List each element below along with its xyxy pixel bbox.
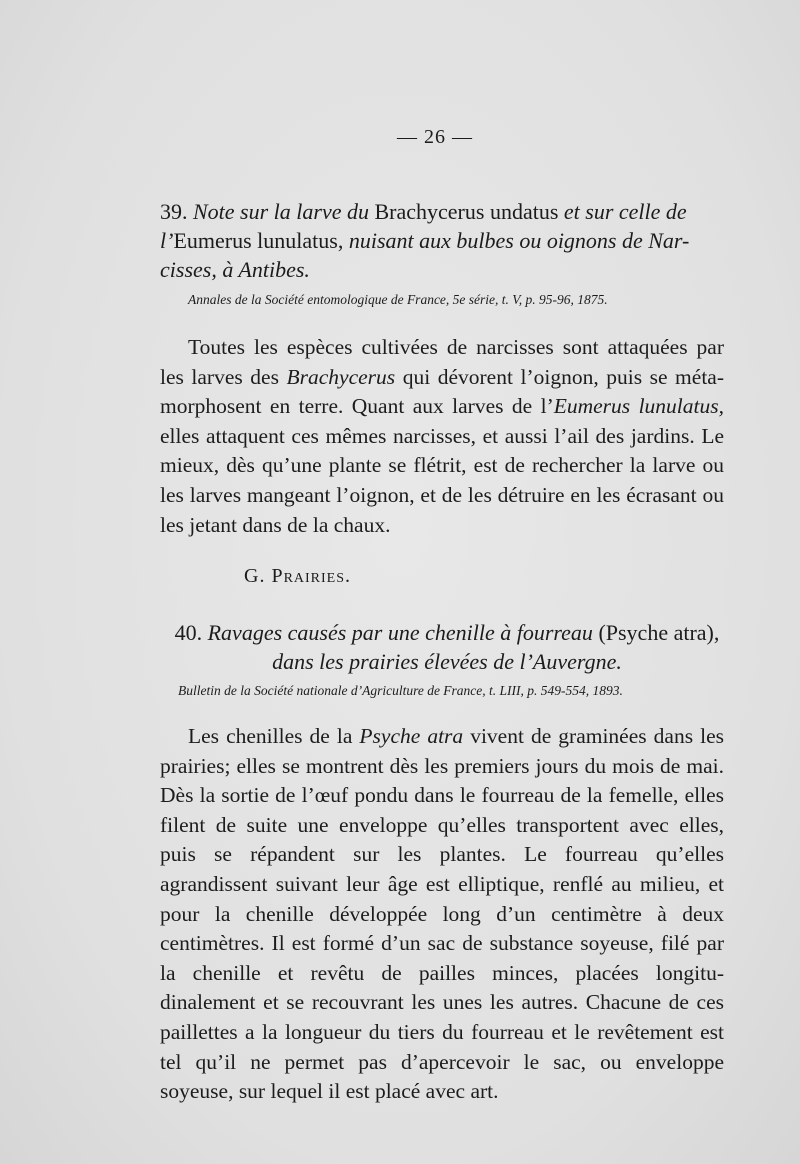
entry-40-body-text-1: Les chenilles de la bbox=[188, 724, 353, 748]
entry-39-title bbox=[160, 197, 730, 284]
entry-40-reference: Bulletin de la Société nationale d’Agriculture de France, t. LIII, p. 549-554, 1893. bbox=[178, 683, 623, 698]
entry-39-body bbox=[160, 333, 724, 540]
entry-39-body-text-3: elles attaquent ces mêmes narcisses, et aussi l’ail des jardins. Le mieux, dès qu’une plante se flétrit, est de rechercher la larve ou les larves mangeant l’oignon, et de les détruire en les écrasant ou les jetant dans de la chaux. bbox=[160, 423, 724, 537]
entry-39-title-part-c: l’ bbox=[160, 228, 174, 253]
section-heading: G. Prairies. bbox=[244, 565, 352, 587]
entry-39-species-a: Brachycerus undatus bbox=[374, 199, 559, 224]
entry-40-body bbox=[160, 722, 724, 1107]
entry-40-title-part-b: dans les prairies élevées de l’Auvergne. bbox=[272, 649, 622, 674]
entry-39-title-part-a: Note sur la larve du bbox=[193, 199, 369, 224]
entry-40-body-genus: Psyche atra bbox=[359, 724, 464, 748]
entry-39-body-text-2: qui dévorent l’oignon, puis se méta-morphosent en terre. Quant aux larves de l’ bbox=[160, 364, 725, 419]
entry-40-title-part-a: Ravages causés par une chenille à fourreau bbox=[207, 620, 593, 645]
entry-39-species-b: Eumerus lunulatus, bbox=[173, 228, 344, 253]
entry-40-number: 40. bbox=[174, 620, 203, 645]
entry-39-title-part-b: et sur celle de bbox=[563, 199, 687, 224]
entry-39-body-genus-1: Brachycerus bbox=[286, 364, 396, 389]
entry-40-body-text-2: vivent de graminées dans les prairies; elles se montrent dès les premiers jours du mois de mai. Dès la sortie de l’œuf pondu dans le fourreau de la femelle, elles filent de suite une enveloppe qu’elles transportent avec elles, puis se répandent sur les plantes. Le fourreau qu’elles agrandissent suivant leur âge est elliptique, renflé au milieu, et pour la chenille développée long d’un centimètre à deux centimètres. Il est formé d’un sac de substance soyeuse, filé par la chenille et revêtu de pailles minces, placées longitu-dinalement et se recouvrant les unes les autres. Chacune de ces paillettes a la longueur du tiers du fourreau et le revêtement est tel qu’il ne permet pas d’apercevoir le sac, ou enveloppe soyeuse, sur lequel il est placé avec art. bbox=[160, 724, 724, 1104]
entry-40-species: (Psyche atra), bbox=[598, 620, 720, 645]
entry-39-number: 39. bbox=[160, 199, 188, 224]
page-number: — 26 — bbox=[397, 126, 473, 148]
entry-40-title bbox=[160, 618, 734, 676]
entry-39-reference: Annales de la Société entomologique de France, 5e série, t. V, p. 95-96, 1875. bbox=[188, 292, 608, 307]
entry-39-body-genus-2: Eumerus lunulatus, bbox=[553, 394, 724, 419]
entry-39-title-part-d: nuisant aux bulbes ou oignons de Nar-cisses, à Antibes. bbox=[160, 228, 690, 282]
entry-39-body-text-1: Toutes les espèces cultivées de narcisses sont attaquées par les larves des bbox=[160, 335, 724, 389]
